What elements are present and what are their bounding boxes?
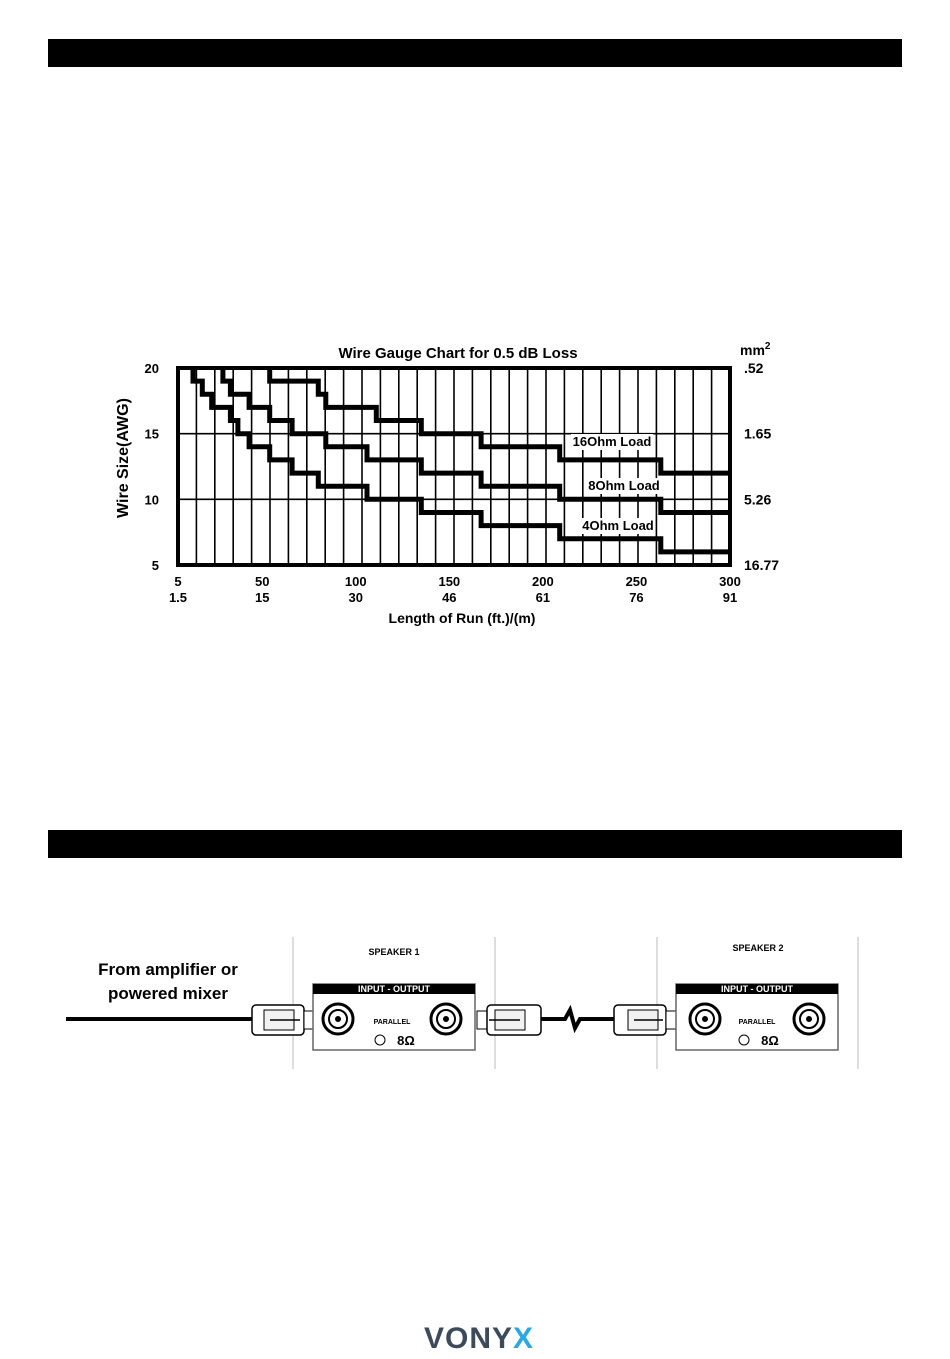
y-tick-label: 20 (144, 361, 159, 376)
link-cable (541, 1010, 614, 1028)
speaker1-impedance: 8Ω (397, 1033, 415, 1048)
y-tick-label: 10 (144, 492, 159, 508)
chart-grid (178, 368, 730, 565)
y-tick-label: 15 (144, 426, 159, 442)
x-axis-label: Length of Run (ft.)/(m) (388, 610, 536, 626)
speaker2-panel-title: INPUT - OUTPUT (721, 984, 793, 994)
source-label-line2: powered mixer (108, 984, 228, 1003)
speaker1-title: SPEAKER 1 (368, 947, 420, 957)
x-tick-label-m: 15 (254, 590, 270, 605)
chart-title: Wire Gauge Chart for 0.5 dB Loss (338, 345, 578, 362)
x-tick-label-m: 76 (629, 590, 644, 605)
wire-gauge-chart (0, 330, 950, 630)
y-tick-label: 5 (151, 558, 159, 573)
x-tick-label-ft: 200 (532, 574, 554, 589)
series-label: 8Ohm Load (588, 478, 660, 493)
series-line (270, 368, 730, 473)
x-tick-label-m: 46 (442, 590, 457, 605)
logo-main-text: VONY (424, 1322, 514, 1355)
right-axis-unit-exp: 2 (764, 341, 771, 352)
logo-x-text: X (513, 1322, 535, 1355)
section-header-bar-2 (48, 830, 902, 858)
vonyx-logo (424, 1322, 534, 1356)
series-labels (571, 434, 661, 534)
speakon-plug-in-1 (252, 1005, 314, 1035)
series-label: 4Ohm Load (582, 518, 654, 533)
x-tick-labels (169, 574, 741, 605)
speaker1-panel-title: INPUT - OUTPUT (358, 984, 430, 994)
x-tick-label-ft: 300 (719, 574, 741, 589)
x-tick-label-ft: 100 (344, 574, 367, 589)
right-tick-label: .52 (744, 360, 764, 376)
speaker-connection-diagram (0, 930, 950, 1080)
series-label: 16Ohm Load (572, 434, 652, 449)
speaker2-title: SPEAKER 2 (732, 943, 784, 953)
speaker2-panel (676, 984, 838, 1050)
speakon-plug-out-1 (477, 1005, 541, 1035)
right-tick-label: 16.77 (744, 557, 780, 573)
speaker2-mode: PARALLEL (738, 1019, 776, 1026)
y-tick-labels (145, 361, 159, 573)
y-axis-label: Wire Size(AWG) (115, 398, 132, 518)
x-tick-label-m: 61 (535, 590, 551, 605)
section-header-bar-1 (48, 39, 902, 67)
x-tick-label-ft: 150 (438, 574, 461, 589)
x-tick-label-ft: 5 (174, 574, 182, 589)
x-tick-label-m: 30 (348, 590, 363, 605)
x-tick-label-ft: 50 (254, 574, 270, 589)
x-tick-label-m: 1.5 (168, 590, 188, 605)
source-label-line1: From amplifier or (98, 960, 238, 979)
speakon-plug-in-2 (614, 1005, 676, 1035)
speaker1-panel (313, 984, 475, 1050)
speaker1-mode: PARALLEL (373, 1019, 411, 1026)
x-tick-label-ft: 250 (625, 574, 648, 589)
right-tick-label: 5.26 (744, 491, 772, 508)
right-tick-labels (744, 360, 779, 573)
x-tick-label-m: 91 (722, 590, 738, 605)
right-axis-unit (740, 341, 771, 358)
right-tick-label: 1.65 (744, 425, 772, 442)
right-axis-unit-base: mm (740, 342, 765, 358)
speaker2-impedance: 8Ω (761, 1033, 779, 1048)
